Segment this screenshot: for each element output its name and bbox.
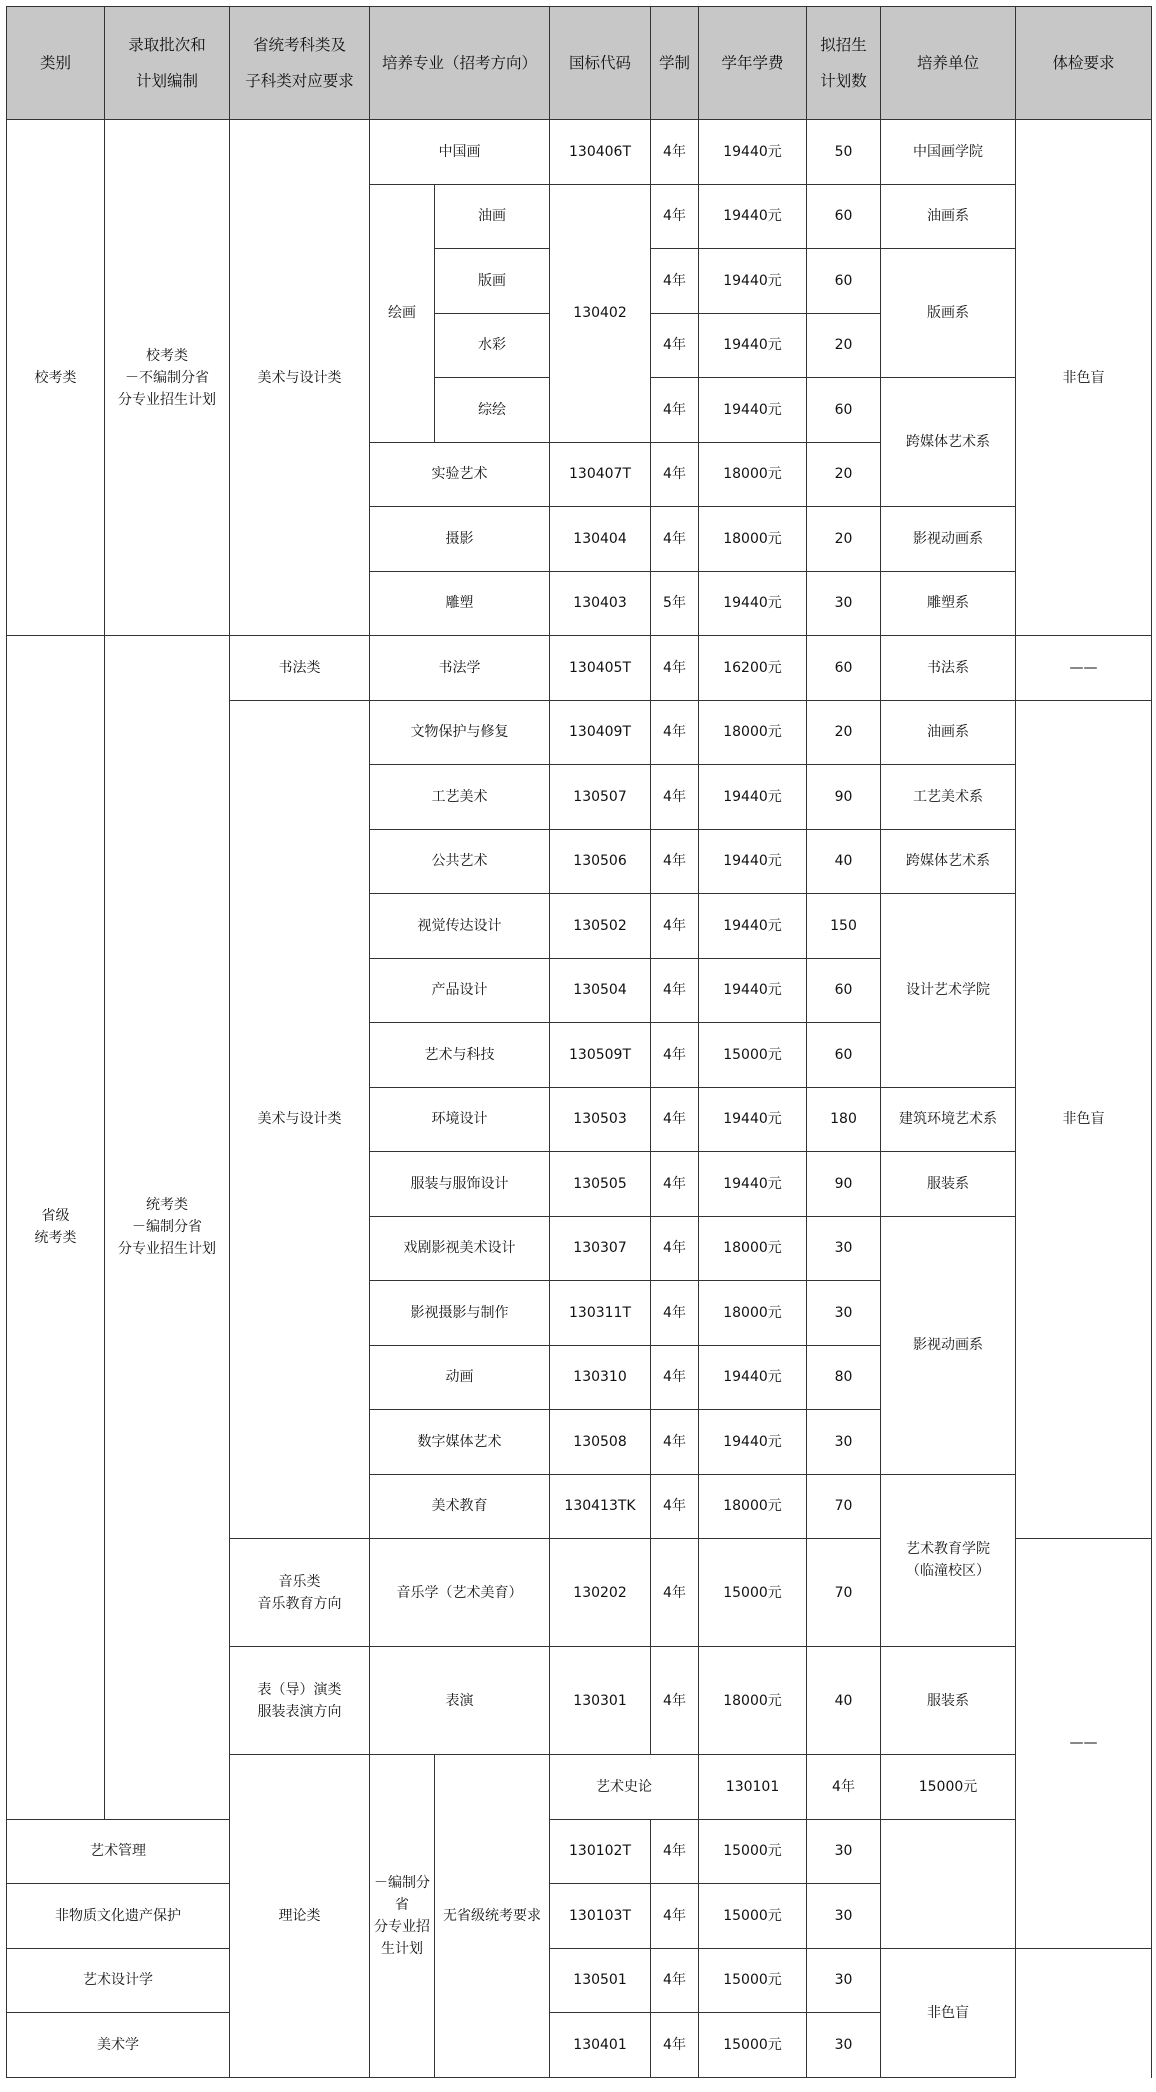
duration-cell: 4年 (651, 442, 699, 507)
major-cell: 工艺美术 (370, 765, 550, 830)
quota-cell: 60 (807, 184, 881, 249)
table-row (7, 1948, 1152, 2013)
table-row (7, 1884, 1152, 1949)
duration-cell: 4年 (651, 2013, 699, 2078)
unit-cell: 油画系 (881, 700, 1016, 765)
major-cell: 摄影 (370, 507, 550, 572)
quota-cell: 60 (807, 958, 881, 1023)
major-cell: 美术教育 (370, 1474, 550, 1539)
major-cell: 公共艺术 (370, 829, 550, 894)
duration-cell: 4年 (651, 507, 699, 572)
header-code: 国标代码 (550, 7, 651, 120)
quota-cell: 60 (807, 378, 881, 443)
header-category: 类别 (7, 7, 105, 120)
quota-cell: 70 (807, 1539, 881, 1647)
fee-cell: 15000元 (699, 1539, 807, 1647)
fee-cell: 15000元 (699, 1884, 807, 1949)
quota-cell: 90 (807, 765, 881, 830)
duration-cell: 4年 (651, 1410, 699, 1475)
duration-cell: 4年 (651, 1345, 699, 1410)
table-row (7, 1819, 1152, 1884)
duration-cell: 4年 (651, 120, 699, 185)
header-unit: 培养单位 (881, 7, 1016, 120)
fee-cell: 18000元 (699, 1216, 807, 1281)
header-row (7, 7, 1152, 120)
unit-cell: 服装系 (881, 1647, 1016, 1755)
quota-cell: 20 (807, 313, 881, 378)
enrollment-plan-table (6, 6, 1152, 2078)
unit-cell: 影视动画系 (881, 507, 1016, 572)
major-cell: 实验艺术 (370, 442, 550, 507)
duration-cell: 4年 (651, 1023, 699, 1088)
major-cell: 版画 (435, 249, 550, 314)
code-cell: 130406T (550, 120, 651, 185)
unit-cell: 雕塑系 (881, 571, 1016, 636)
quota-cell: 40 (807, 1647, 881, 1755)
physical-dash: —— (1016, 1539, 1152, 1949)
fee-cell: 19440元 (699, 894, 807, 959)
header-physical: 体检要求 (1016, 7, 1152, 120)
fee-cell: 15000元 (699, 2013, 807, 2078)
table-row (7, 636, 1152, 701)
code-cell: 130502 (550, 894, 651, 959)
category-school: 校考类 (7, 120, 105, 636)
quota-cell: 50 (807, 120, 881, 185)
code-cell: 130508 (550, 1410, 651, 1475)
duration-cell: 4年 (651, 1819, 699, 1884)
code-cell: 130507 (550, 765, 651, 830)
subject-music: 音乐类 音乐教育方向 (230, 1539, 370, 1647)
major-cell: 非物质文化遗产保护 (7, 1884, 230, 1949)
unit-cell: 版画系 (881, 249, 1016, 378)
fee-cell: 15000元 (699, 1948, 807, 2013)
fee-cell: 19440元 (699, 1410, 807, 1475)
code-cell: 130311T (550, 1281, 651, 1346)
duration-cell: 4年 (651, 700, 699, 765)
duration-cell: 4年 (651, 765, 699, 830)
fee-cell: 19440元 (699, 1345, 807, 1410)
fee-cell: 19440元 (699, 184, 807, 249)
fee-cell: 19440元 (699, 378, 807, 443)
duration-cell: 4年 (651, 1539, 699, 1647)
quota-cell: 30 (807, 1216, 881, 1281)
quota-cell: 30 (807, 2013, 881, 2078)
major-cell: 影视摄影与制作 (370, 1281, 550, 1346)
major-cell: 动画 (370, 1345, 550, 1410)
duration-cell: 4年 (651, 1152, 699, 1217)
major-cell: 艺术管理 (7, 1819, 230, 1884)
quota-cell: 20 (807, 507, 881, 572)
unit-cell: 中国画学院 (881, 120, 1016, 185)
unit-cell: 工艺美术系 (881, 765, 1016, 830)
duration-cell: 4年 (651, 958, 699, 1023)
major-cell: 视觉传达设计 (370, 894, 550, 959)
code-cell: 130505 (550, 1152, 651, 1217)
duration-cell: 4年 (651, 829, 699, 894)
major-cell: 书法学 (370, 636, 550, 701)
code-cell: 130301 (550, 1647, 651, 1755)
quota-cell: 30 (807, 1819, 881, 1884)
fee-cell: 18000元 (699, 507, 807, 572)
fee-cell: 19440元 (699, 1152, 807, 1217)
duration-cell: 4年 (651, 1884, 699, 1949)
major-cell: 环境设计 (370, 1087, 550, 1152)
duration-cell: 4年 (651, 378, 699, 443)
duration-cell: 4年 (651, 636, 699, 701)
duration-cell: 4年 (651, 184, 699, 249)
category-provincial: 省级 统考类 (7, 636, 105, 1820)
code-cell: 130503 (550, 1087, 651, 1152)
code-cell: 130409T (550, 700, 651, 765)
quota-cell: 70 (807, 1474, 881, 1539)
header-major: 培养专业（招考方向） (370, 7, 550, 120)
duration-cell: 4年 (651, 313, 699, 378)
major-cell: 美术学 (7, 2013, 230, 2078)
fee-cell: 15000元 (699, 1819, 807, 1884)
header-fee: 学年学费 (699, 7, 807, 120)
physical-design: 非色盲 (1016, 700, 1152, 1539)
quota-cell: 90 (807, 1152, 881, 1217)
duration-cell: 4年 (651, 894, 699, 959)
code-cell: 130403 (550, 571, 651, 636)
physical-calligraphy: —— (1016, 636, 1152, 701)
fee-cell: 16200元 (699, 636, 807, 701)
fee-cell: 18000元 (699, 1474, 807, 1539)
major-cell: 艺术史论 (550, 1755, 699, 1820)
category-theory: 理论类 (230, 1755, 370, 2078)
quota-cell: 20 (807, 700, 881, 765)
physical-school: 非色盲 (1016, 120, 1152, 636)
code-cell: 130404 (550, 507, 651, 572)
code-cell: 130405T (550, 636, 651, 701)
quota-cell: 30 (807, 1948, 881, 2013)
painting-code: 130402 (550, 184, 651, 442)
batch-school: 校考类 －不编制分省 分专业招生计划 (105, 120, 230, 636)
major-cell: 雕塑 (370, 571, 550, 636)
major-cell: 产品设计 (370, 958, 550, 1023)
quota-cell: 60 (807, 249, 881, 314)
major-cell: 综绘 (435, 378, 550, 443)
fee-cell: 19440元 (699, 958, 807, 1023)
code-cell: 130307 (550, 1216, 651, 1281)
painting-label: 绘画 (370, 184, 435, 442)
quota-cell: 30 (807, 1281, 881, 1346)
quota-cell: 80 (807, 1345, 881, 1410)
code-cell: 130101 (699, 1755, 807, 1820)
fee-cell: 19440元 (699, 829, 807, 894)
unit-cell: 设计艺术学院 (881, 894, 1016, 1088)
major-cell: 水彩 (435, 313, 550, 378)
quota-cell: 60 (807, 1023, 881, 1088)
unit-cell: 艺术教育学院 （临潼校区） (881, 1474, 1016, 1647)
fee-cell: 15000元 (699, 1023, 807, 1088)
major-cell: 数字媒体艺术 (370, 1410, 550, 1475)
fee-cell: 18000元 (699, 1281, 807, 1346)
quota-cell: 20 (807, 442, 881, 507)
batch-provincial: 统考类 －编制分省 分专业招生计划 (105, 636, 230, 1820)
fee-cell: 18000元 (699, 700, 807, 765)
batch-theory: －编制分省 分专业招生计划 (370, 1755, 435, 2078)
subject-design: 美术与设计类 (230, 700, 370, 1539)
duration-cell: 4年 (651, 249, 699, 314)
unit-cell: 书法系 (881, 636, 1016, 701)
header-duration: 学制 (651, 7, 699, 120)
quota-cell: 150 (807, 894, 881, 959)
subject-school: 美术与设计类 (230, 120, 370, 636)
quota-cell: 30 (807, 1410, 881, 1475)
unit-cell: 服装系 (881, 1152, 1016, 1217)
major-cell: 油画 (435, 184, 550, 249)
physical-theory: 非色盲 (881, 1948, 1016, 2077)
fee-cell: 15000元 (881, 1755, 1016, 1820)
fee-cell: 19440元 (699, 765, 807, 830)
code-cell: 130407T (550, 442, 651, 507)
quota-cell: 60 (807, 636, 881, 701)
code-cell: 130506 (550, 829, 651, 894)
fee-cell: 19440元 (699, 571, 807, 636)
code-cell: 130509T (550, 1023, 651, 1088)
major-cell: 艺术设计学 (7, 1948, 230, 2013)
major-cell: 戏剧影视美术设计 (370, 1216, 550, 1281)
major-cell: 表演 (370, 1647, 550, 1755)
unit-cell: 油画系 (881, 184, 1016, 249)
quota-cell: 40 (807, 829, 881, 894)
fee-cell: 19440元 (699, 1087, 807, 1152)
fee-cell: 19440元 (699, 313, 807, 378)
quota-cell: 180 (807, 1087, 881, 1152)
subject-theory: 无省级统考要求 (435, 1755, 550, 2078)
unit-cell: 跨媒体艺术系 (881, 829, 1016, 894)
duration-cell: 4年 (651, 1474, 699, 1539)
major-cell: 中国画 (370, 120, 550, 185)
fee-cell: 18000元 (699, 1647, 807, 1755)
major-cell: 艺术与科技 (370, 1023, 550, 1088)
duration-cell: 4年 (651, 1216, 699, 1281)
duration-cell: 4年 (651, 1281, 699, 1346)
header-subject: 省统考科类及 子科类对应要求 (230, 7, 370, 120)
major-cell: 音乐学（艺术美育） (370, 1539, 550, 1647)
subject-perform: 表（导）演类 服装表演方向 (230, 1647, 370, 1755)
code-cell: 130103T (550, 1884, 651, 1949)
header-batch: 录取批次和 计划编制 (105, 7, 230, 120)
duration-cell: 4年 (651, 1948, 699, 2013)
code-cell: 130102T (550, 1819, 651, 1884)
code-cell: 130310 (550, 1345, 651, 1410)
major-cell: 服装与服饰设计 (370, 1152, 550, 1217)
code-cell: 130401 (550, 2013, 651, 2078)
table-row (7, 120, 1152, 185)
fee-cell: 19440元 (699, 120, 807, 185)
code-cell: 130202 (550, 1539, 651, 1647)
code-cell: 130501 (550, 1948, 651, 2013)
duration-cell: 4年 (807, 1755, 881, 1820)
code-cell: 130504 (550, 958, 651, 1023)
major-cell: 文物保护与修复 (370, 700, 550, 765)
subject-calligraphy: 书法类 (230, 636, 370, 701)
header-quota: 拟招生 计划数 (807, 7, 881, 120)
quota-cell: 30 (807, 1884, 881, 1949)
fee-cell: 18000元 (699, 442, 807, 507)
duration-cell: 5年 (651, 571, 699, 636)
fee-cell: 19440元 (699, 249, 807, 314)
duration-cell: 4年 (651, 1647, 699, 1755)
code-cell: 130413TK (550, 1474, 651, 1539)
unit-cell: 跨媒体艺术系 (881, 378, 1016, 507)
duration-cell: 4年 (651, 1087, 699, 1152)
unit-cell: 建筑环境艺术系 (881, 1087, 1016, 1152)
unit-cell: 影视动画系 (881, 1216, 1016, 1474)
quota-cell: 30 (807, 571, 881, 636)
